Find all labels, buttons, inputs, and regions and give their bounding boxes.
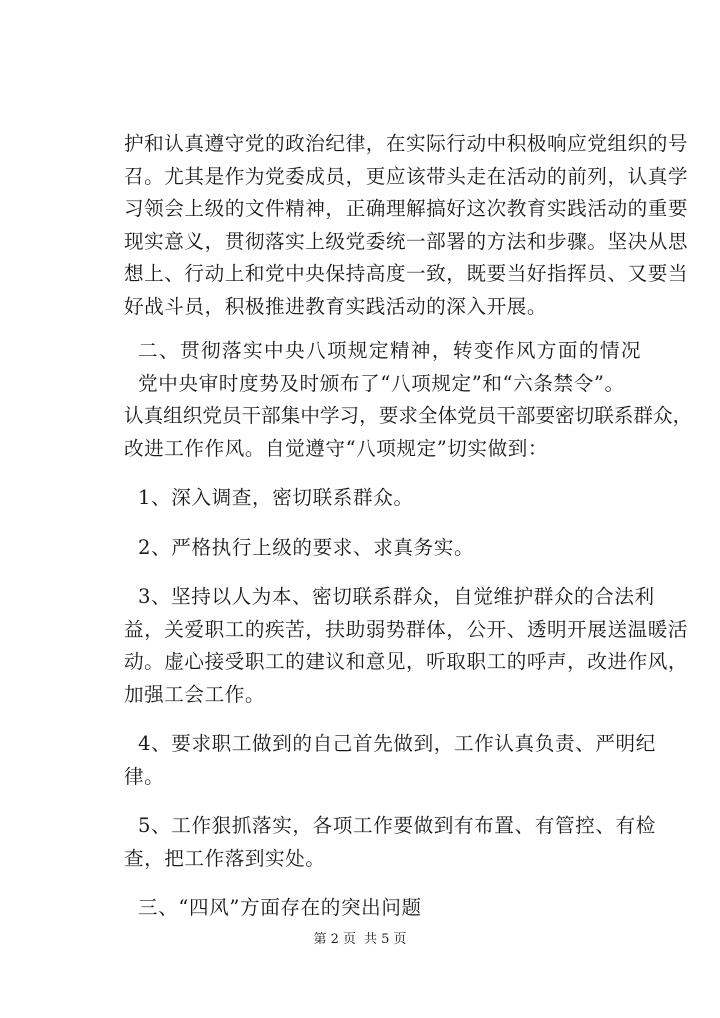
list-item-1: 1、深入调查，密切联系群众。 [138, 486, 414, 509]
list-item-5: 5、工作狠抓落实，各项工作要做到有布置、有管控、有检 [138, 814, 656, 837]
body-text [124, 128, 693, 925]
text-line: 查，把工作落到实处。 [124, 846, 326, 870]
page-number: 第 2 页 [313, 932, 356, 947]
text-line: 认真组织党员干部集中学习，要求全体党员干部要密切联系群众， [124, 404, 693, 427]
text-line: 现实意义，贯彻落实上级党委统一部署的方法和步骤。坚决从思 [124, 229, 689, 253]
text-line: 律。 [124, 764, 165, 788]
list-item-4: 4、要求职工做到的自己首先做到，工作认真负责、严明纪 [138, 732, 656, 755]
section-heading-2: 二、贯彻落实中央八项规定精神，转变作风方面的情况 [138, 339, 642, 362]
text-line: 动。虚心接受职工的建议和意见，听取职工的呼声，改进作风， [124, 650, 689, 673]
page-footer [0, 930, 720, 950]
text-line: 好战斗员，积极推进教育实践活动的深入开展。 [124, 294, 548, 318]
text-line: 改进工作作风。自觉遵守“八项规定”切实做到： [124, 436, 549, 460]
list-item-2: 2、严格执行上级的要求、求真务实。 [138, 535, 475, 559]
text-line: 益，关爱职工的疾苦，扶助弱势群体，公开、透明开展送温暖活 [124, 617, 689, 641]
text-line: 党中央审时度势及时颁布了“八项规定”和“六条禁令”。 [138, 371, 625, 395]
text-line: 护和认真遵守党的政治纪律，在实际行动中积极响应党组织的号 [124, 132, 689, 155]
page-total: 共 5 页 [364, 932, 407, 947]
text-line: 召。尤其是作为党委成员，更应该带头走在活动的前列，认真学 [124, 164, 689, 188]
text-line: 加强工会工作。 [124, 682, 266, 706]
text-line: 想上、行动上和党中央保持高度一致，既要当好指挥员、又要当 [124, 262, 689, 285]
text-line: 习领会上级的文件精神，正确理解搞好这次教育实践活动的重要 [124, 197, 689, 220]
list-item-3: 3、坚持以人为本、密切联系群众，自觉维护群众的合法利 [138, 585, 655, 608]
section-heading-3: 三、“四风”方面存在的突出问题 [138, 896, 422, 919]
